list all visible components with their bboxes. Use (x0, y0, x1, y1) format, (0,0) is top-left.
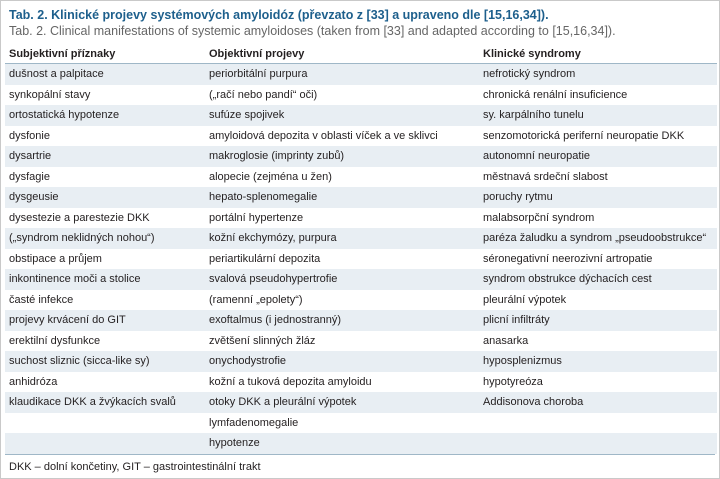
table-footnote: DKK – dolní končetiny, GIT – gastrointestinální trakt (9, 461, 261, 473)
cell-subjective: ortostatická hypotenze (5, 105, 205, 126)
cell-objective: lymfadenomegalie (205, 413, 479, 434)
cell-objective: exoftalmus (i jednostranný) (205, 310, 479, 331)
cell-syndrome (479, 413, 717, 434)
cell-syndrome: senzomotorická periferní neuropatie DKK (479, 126, 717, 147)
cell-objective: sufúze spojivek (205, 105, 479, 126)
cell-subjective: erektilní dysfunkce (5, 331, 205, 352)
cell-objective: svalová pseudohypertrofie (205, 269, 479, 290)
table-row (5, 146, 717, 167)
cell-syndrome: paréza žaludku a syndrom „pseudoobstrukce“ (479, 228, 717, 249)
cell-syndrome: syndrom obstrukce dýchacích cest (479, 269, 717, 290)
caption-czech: Tab. 2. Klinické projevy systémových amyloidóz (převzato z [33] a upraveno dle [15,16,34]). (9, 8, 549, 22)
cell-objective: periartikulární depozita (205, 249, 479, 270)
table-row (5, 64, 717, 85)
cell-syndrome: anasarka (479, 331, 717, 352)
table-header-row (5, 44, 717, 64)
table-row (5, 249, 717, 270)
table-caption (9, 7, 713, 39)
table-row (5, 413, 717, 434)
cell-subjective: dysgeusie (5, 187, 205, 208)
cell-syndrome: hypotyreóza (479, 372, 717, 393)
cell-subjective: suchost sliznic (sicca-like sy) (5, 351, 205, 372)
cell-syndrome: Addisonova choroba (479, 392, 717, 413)
cell-syndrome: plicní infiltráty (479, 310, 717, 331)
cell-objective: hypotenze (205, 433, 479, 454)
cell-objective: („račí nebo pandí“ oči) (205, 85, 479, 106)
column-header-subjective: Subjektivní příznaky (5, 44, 205, 64)
table-row (5, 392, 717, 413)
cell-objective: kožní a tuková depozita amyloidu (205, 372, 479, 393)
cell-objective: alopecie (zejména u žen) (205, 167, 479, 188)
cell-syndrome: pleurální výpotek (479, 290, 717, 311)
table-row (5, 105, 717, 126)
cell-syndrome: poruchy rytmu (479, 187, 717, 208)
cell-objective: hepato-splenomegalie (205, 187, 479, 208)
table-row (5, 269, 717, 290)
cell-objective: periorbitální purpura (205, 64, 479, 85)
cell-syndrome: malabsorpční syndrom (479, 208, 717, 229)
cell-subjective: obstipace a průjem (5, 249, 205, 270)
table-row (5, 433, 717, 454)
cell-subjective: projevy krvácení do GIT (5, 310, 205, 331)
column-header-objective: Objektivní projevy (205, 44, 479, 64)
table-row (5, 228, 717, 249)
table-row (5, 208, 717, 229)
cell-subjective: („syndrom neklidných nohou“) (5, 228, 205, 249)
cell-objective: (ramenní „epolety“) (205, 290, 479, 311)
cell-syndrome (479, 433, 717, 454)
cell-objective: otoky DKK a pleurální výpotek (205, 392, 479, 413)
cell-syndrome: nefrotický syndrom (479, 64, 717, 85)
cell-syndrome: městnavá srdeční slabost (479, 167, 717, 188)
table-row (5, 167, 717, 188)
table-row (5, 310, 717, 331)
cell-subjective: dušnost a palpitace (5, 64, 205, 85)
table-row (5, 331, 717, 352)
cell-objective: amyloidová depozita v oblasti víček a ve sklivci (205, 126, 479, 147)
cell-objective: zvětšení slinných žláz (205, 331, 479, 352)
cell-syndrome: séronegativní neerozivní artropatie (479, 249, 717, 270)
cell-subjective (5, 433, 205, 454)
cell-syndrome: autonomní neuropatie (479, 146, 717, 167)
table-row (5, 372, 717, 393)
cell-subjective: klaudikace DKK a žvýkacích svalů (5, 392, 205, 413)
cell-subjective: synkopální stavy (5, 85, 205, 106)
cell-syndrome: hyposplenizmus (479, 351, 717, 372)
cell-subjective: dysartrie (5, 146, 205, 167)
column-header-syndromes: Klinické syndromy (479, 44, 717, 64)
cell-subjective: časté infekce (5, 290, 205, 311)
manifestations-table (5, 44, 717, 454)
caption-english: Tab. 2. Clinical manifestations of systemic amyloidoses (taken from [33] and adapted according to [15,16,34]). (9, 24, 616, 38)
cell-subjective: anhidróza (5, 372, 205, 393)
cell-syndrome: sy. karpálního tunelu (479, 105, 717, 126)
cell-syndrome: chronická renální insuficience (479, 85, 717, 106)
footnote-divider (5, 454, 715, 455)
table-row (5, 126, 717, 147)
table-row (5, 85, 717, 106)
cell-objective: kožní ekchymózy, purpura (205, 228, 479, 249)
cell-subjective: inkontinence moči a stolice (5, 269, 205, 290)
cell-objective: portální hypertenze (205, 208, 479, 229)
cell-subjective: dysfagie (5, 167, 205, 188)
table-row (5, 290, 717, 311)
table-body (5, 64, 717, 454)
table-row (5, 187, 717, 208)
cell-objective: makroglosie (imprinty zubů) (205, 146, 479, 167)
cell-objective: onychodystrofie (205, 351, 479, 372)
cell-subjective: dysfonie (5, 126, 205, 147)
cell-subjective: dysestezie a parestezie DKK (5, 208, 205, 229)
cell-subjective (5, 413, 205, 434)
table-row (5, 351, 717, 372)
